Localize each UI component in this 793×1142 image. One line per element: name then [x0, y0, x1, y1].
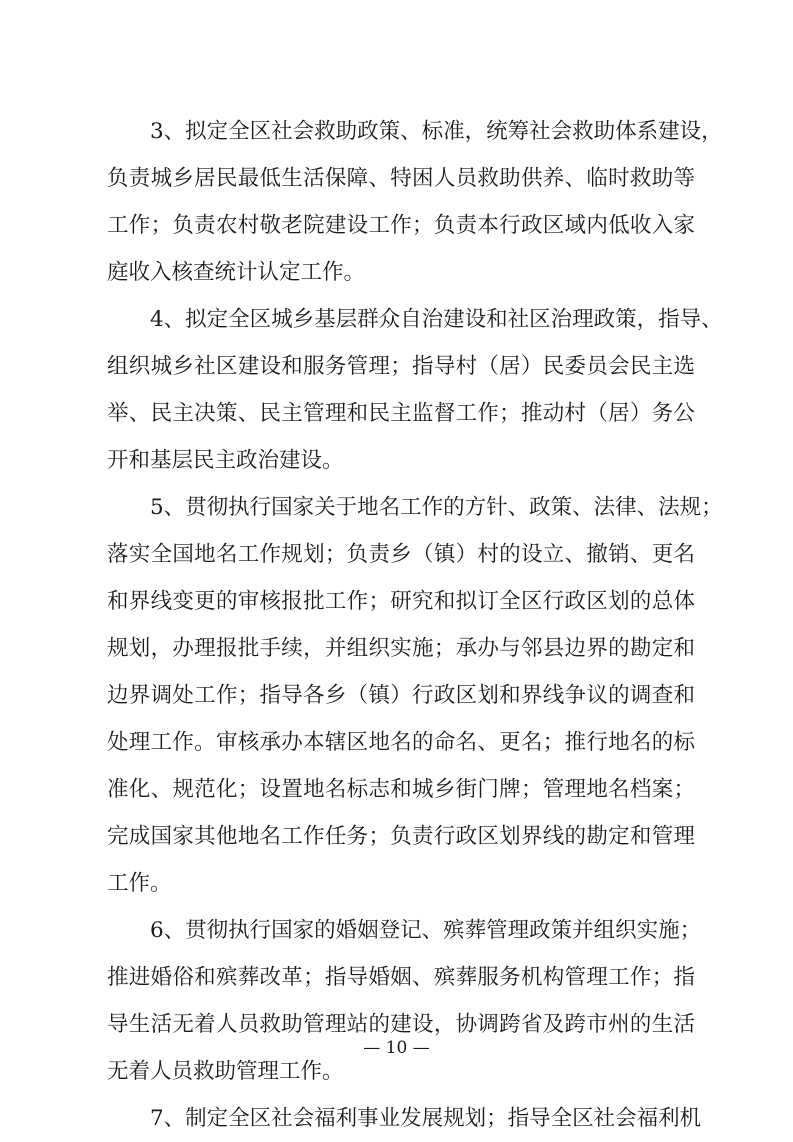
text-line: 6、贯彻执行国家的婚姻登记、殡葬管理政策并组织实施；	[150, 918, 702, 943]
text-line: 4、拟定全区城乡基层群众自治建设和社区治理政策，指导、	[150, 307, 723, 332]
paragraph-4	[107, 296, 723, 484]
text-line: 负责城乡居民最低生活保障、特困人员救助供养、临时救助等	[107, 166, 695, 191]
text-line: 导生活无着人员救助管理站的建设，协调跨省及跨市州的生活	[107, 1012, 695, 1037]
text-line: 和界线变更的审核报批工作；研究和拟订全区行政区划的总体	[107, 589, 695, 614]
text-line: 7、制定全区社会福利事业发展规划；指导全区社会福利机	[150, 1106, 702, 1131]
text-line: 举、民主决策、民主管理和民主监督工作；推动村（居）务公	[107, 401, 695, 426]
text-line: 5、贯彻执行国家关于地名工作的方针、政策、法律、法规；	[150, 495, 723, 520]
text-line: 无着人员救助管理工作。	[107, 1059, 344, 1084]
text-line: 庭收入核查统计认定工作。	[107, 260, 366, 285]
text-line: 开和基层民主政治建设。	[107, 448, 344, 473]
text-line: 规划，办理报批手续，并组织实施；承办与邻县边界的勘定和	[107, 636, 695, 661]
text-line: 处理工作。审核承办本辖区地名的命名、更名；推行地名的标	[107, 730, 695, 755]
paragraph-7	[107, 1095, 702, 1142]
page-number: — 10 —	[363, 1038, 430, 1058]
paragraph-3	[107, 108, 723, 296]
text-line: 工作。	[107, 871, 172, 896]
text-line: 推进婚俗和殡葬改革；指导婚姻、殡葬服务机构管理工作；指	[107, 965, 695, 990]
text-line: 边界调处工作；指导各乡（镇）行政区划和界线争议的调查和	[107, 683, 695, 708]
text-line: 准化、规范化；设置地名标志和城乡街门牌；管理地名档案；	[107, 777, 695, 802]
paragraph-5	[107, 484, 723, 907]
paragraph-6	[107, 907, 702, 1095]
text-line: 完成国家其他地名工作任务；负责行政区划界线的勘定和管理	[107, 824, 695, 849]
text-line: 3、拟定全区社会救助政策、标准，统筹社会救助体系建设，	[150, 119, 723, 144]
text-line: 工作；负责农村敬老院建设工作；负责本行政区域内低收入家	[107, 213, 695, 238]
text-line: 落实全国地名工作规划；负责乡（镇）村的设立、撤销、更名	[107, 542, 695, 567]
text-line: 组织城乡社区建设和服务管理；指导村（居）民委员会民主选	[107, 354, 695, 379]
document-body	[107, 108, 723, 1142]
